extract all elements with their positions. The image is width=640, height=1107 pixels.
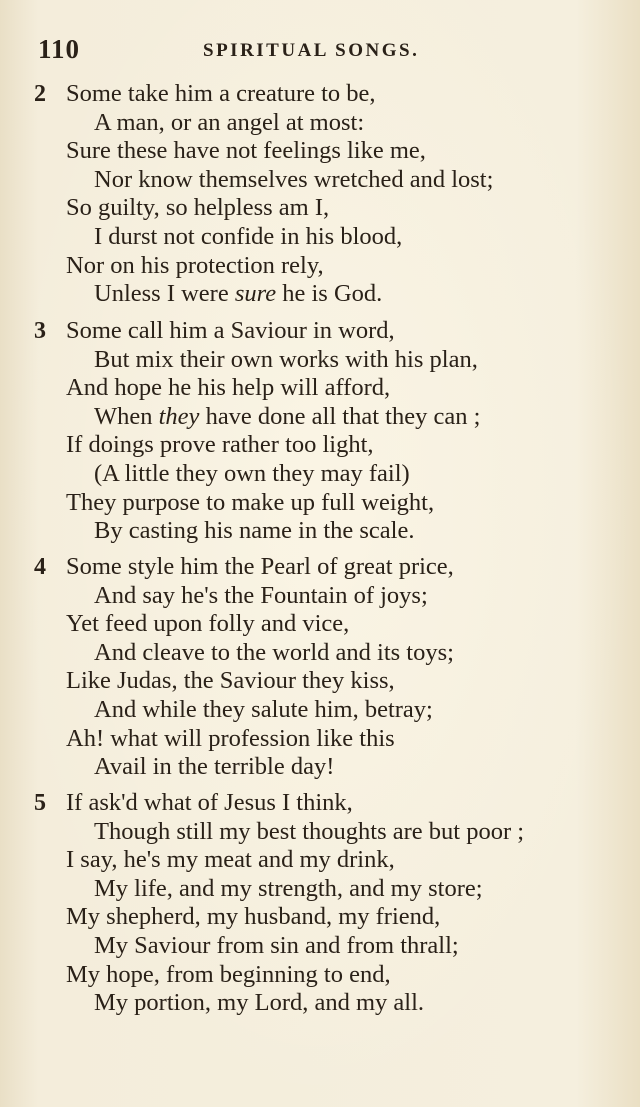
verse-line-text: But mix their own works with his plan, xyxy=(94,345,478,373)
verse-line-text: By casting his name in the scale. xyxy=(94,517,415,545)
verse-line-text: Ah! what will profession like this xyxy=(66,724,395,752)
verse-line xyxy=(34,818,624,847)
verse-line-text: They purpose to make up full weight, xyxy=(66,488,435,516)
verse-5 xyxy=(34,789,624,1018)
italic-emphasis: they xyxy=(158,402,200,430)
verse-line xyxy=(34,460,624,489)
text-run: When xyxy=(94,402,159,430)
verse-line xyxy=(34,553,624,582)
verse-line-text: (A little they own they may fail) xyxy=(94,459,410,487)
verse-line-text: Nor know themselves wretched and lost; xyxy=(94,165,494,193)
verse-number: 2 xyxy=(34,81,46,107)
verse-line xyxy=(34,317,624,346)
verse-line xyxy=(34,639,624,668)
verse-line-text: Like Judas, the Saviour they kiss, xyxy=(66,667,395,695)
verse-line xyxy=(34,280,624,309)
verse-line xyxy=(34,846,624,875)
verse-line-text: And cleave to the world and its toys; xyxy=(94,638,454,666)
verse-line xyxy=(34,989,624,1018)
verse-line xyxy=(34,582,624,611)
verse-line-text: Avail in the terrible day! xyxy=(94,753,335,781)
verse-line-text: I say, he's my meat and my drink, xyxy=(66,846,395,874)
verse-line-text: So guilty, so helpless am I, xyxy=(66,194,330,222)
verse-line xyxy=(34,875,624,904)
verse-line-text: If ask'd what of Jesus I think, xyxy=(66,789,353,816)
verse-line xyxy=(34,753,624,782)
verse-line xyxy=(34,223,624,252)
verse-line-text: My Saviour from sin and from thrall; xyxy=(94,931,459,959)
verse-3 xyxy=(34,317,624,546)
verse-line xyxy=(34,194,624,223)
verse-line xyxy=(34,374,624,403)
verse-line-text xyxy=(94,280,382,309)
verse-line-text: Some call him a Saviour in word, xyxy=(66,317,395,344)
verse-line-text: Some style him the Pearl of great price, xyxy=(66,553,454,580)
verse-line xyxy=(34,166,624,195)
verse-line-text: My portion, my Lord, and my all. xyxy=(94,989,425,1017)
verse-line xyxy=(34,903,624,932)
text-run: he is God. xyxy=(276,280,383,308)
verse-line-text: My hope, from beginning to end, xyxy=(66,960,391,988)
verse-line-text: Though still my best thoughts are but poor ; xyxy=(94,817,525,845)
verse-line-text: Yet feed upon folly and vice, xyxy=(66,610,350,638)
verse-line-text: I durst not confide in his blood, xyxy=(94,222,403,250)
verse-line xyxy=(34,137,624,166)
italic-emphasis: sure xyxy=(234,280,277,308)
verse-line xyxy=(34,932,624,961)
verse-4 xyxy=(34,553,624,782)
verse-line xyxy=(34,403,624,432)
running-head: SPIRITUAL SONGS. xyxy=(203,40,420,61)
verse-line xyxy=(34,789,624,818)
verse-number: 5 xyxy=(34,790,46,816)
verse-line-text: Some take him a creature to be, xyxy=(66,80,376,107)
text-run: Unless I were xyxy=(94,280,235,308)
verse-line xyxy=(34,725,624,754)
verse-line-text: My life, and my strength, and my store; xyxy=(94,874,483,902)
verse-line xyxy=(34,431,624,460)
page-number: 110 xyxy=(38,34,81,64)
verse-number: 3 xyxy=(34,318,46,344)
verse-2 xyxy=(34,80,624,309)
verse-number: 4 xyxy=(34,554,46,580)
verse-line-text: And while they salute him, betray; xyxy=(94,695,433,723)
verse-line-text: A man, or an angel at most: xyxy=(94,108,365,136)
verse-line xyxy=(34,346,624,375)
verse-line-text: Sure these have not feelings like me, xyxy=(66,137,426,165)
verse-line xyxy=(34,489,624,518)
verse-line-text: Nor on his protection rely, xyxy=(66,251,324,279)
verse-line xyxy=(34,80,624,109)
verse-line-text xyxy=(94,403,480,432)
verse-line xyxy=(34,109,624,138)
verse-line xyxy=(34,696,624,725)
verse-line-text: And say he's the Fountain of joys; xyxy=(94,581,428,609)
verse-line xyxy=(34,252,624,281)
verse-line-text: My shepherd, my husband, my friend, xyxy=(66,903,441,931)
verse-line xyxy=(34,517,624,546)
verse-line-text: And hope he his help will afford, xyxy=(66,374,391,402)
verse-line-text: If doings prove rather too light, xyxy=(66,431,374,459)
text-run: have done all that they can ; xyxy=(199,402,481,430)
verse-line xyxy=(34,961,624,990)
page-header xyxy=(38,34,598,74)
verse-line xyxy=(34,667,624,696)
verse-line xyxy=(34,610,624,639)
